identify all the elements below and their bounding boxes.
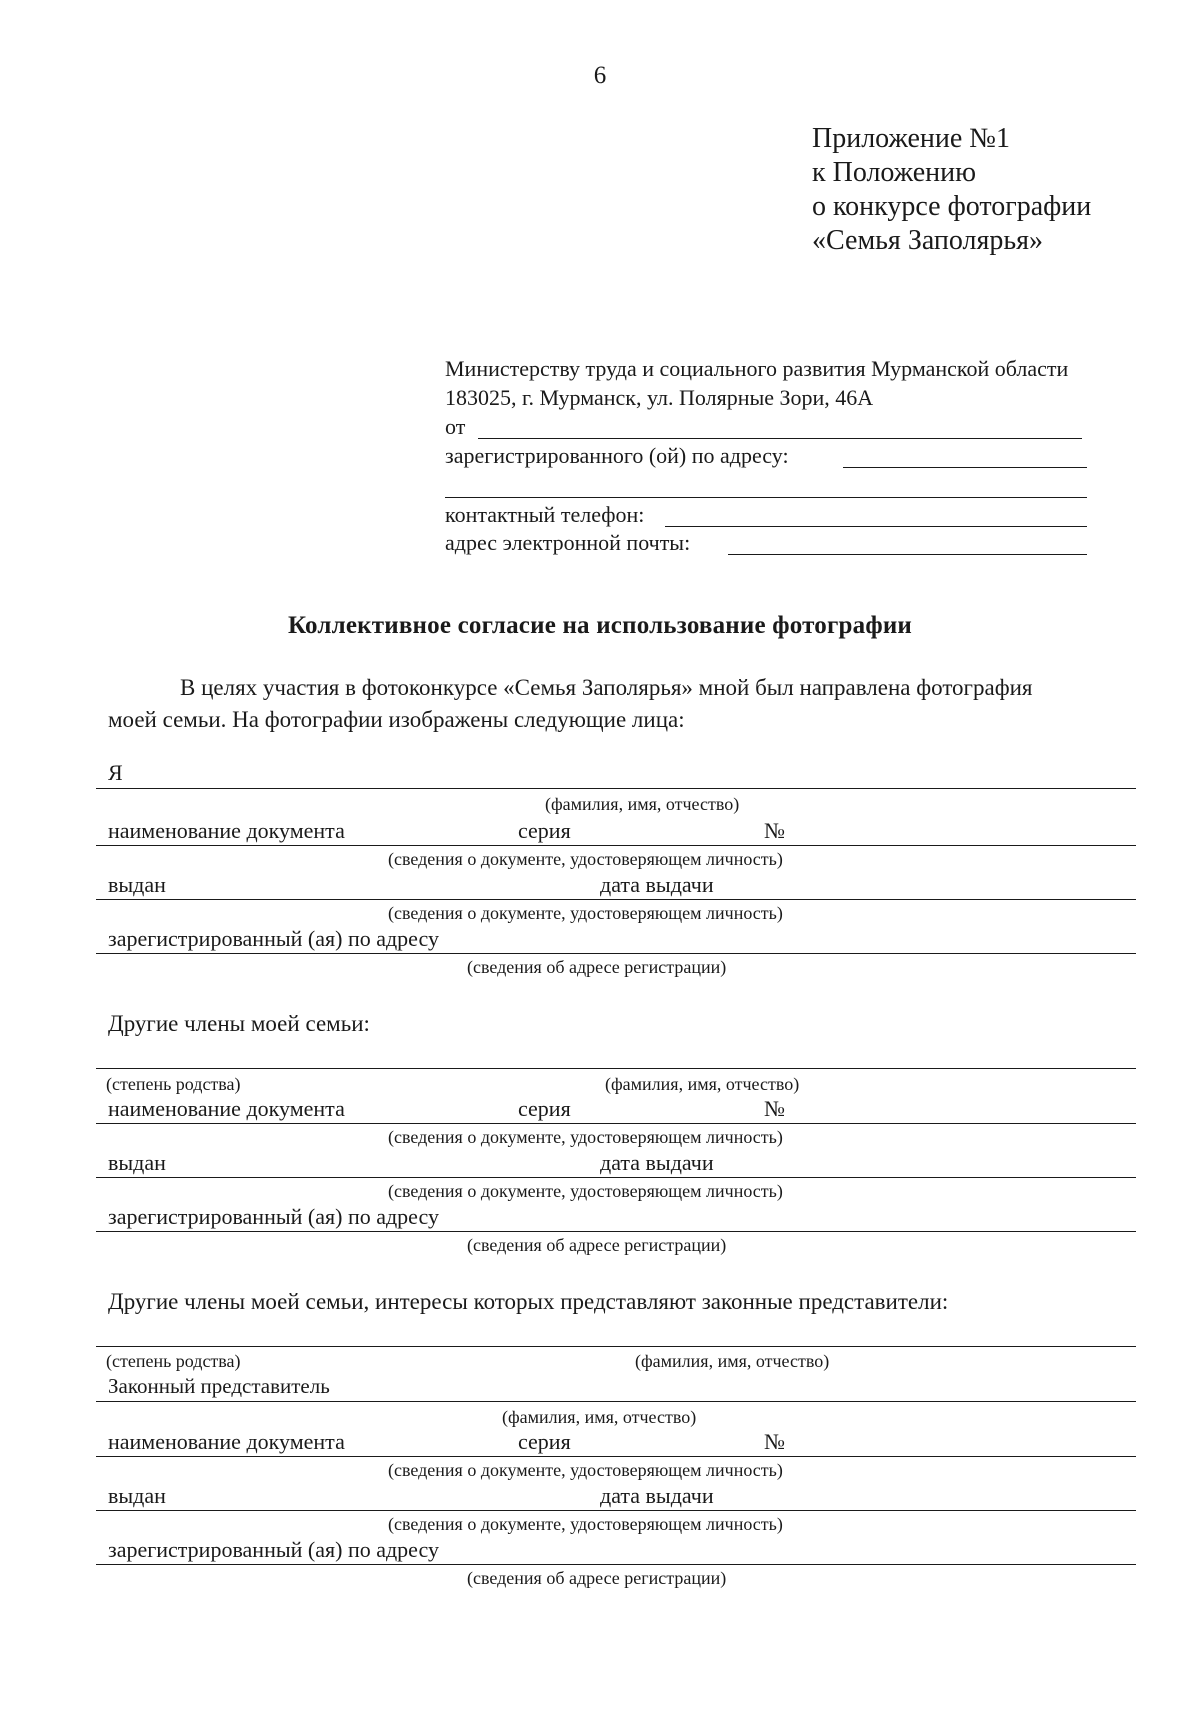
page-number: 6 (593, 62, 607, 89)
appendix-line-4: «Семья Заполярья» (812, 225, 1044, 256)
family-number-label: № (764, 1096, 785, 1121)
family-doc-caption-2: (сведения о документе, удостоверяющем личность) (388, 1181, 783, 1201)
represented-address-caption: (сведения об адресе регистрации) (467, 1568, 727, 1588)
email-field[interactable] (728, 554, 1087, 555)
appendix-line-1: Приложение №1 (812, 123, 1010, 154)
represented-fio-line[interactable] (96, 1346, 1136, 1347)
family-doc-caption-1: (сведения о документе, удостоверяющем личность) (388, 1127, 783, 1147)
intro-line-2: моей семьи. На фотографии изображены следующие лица: (108, 707, 685, 732)
represented-series-label: серия (518, 1429, 571, 1454)
phone-field[interactable] (665, 526, 1087, 527)
self-fio-line[interactable] (96, 788, 1136, 789)
registered-address-field[interactable] (843, 467, 1087, 468)
represented-issued-line[interactable] (96, 1510, 1136, 1511)
represented-number-label: № (764, 1429, 785, 1454)
family-series-label: серия (518, 1096, 571, 1121)
appendix-line-2: к Положению (812, 157, 977, 188)
from-label: от (445, 414, 466, 439)
self-fio-caption: (фамилия, имя, отчество) (545, 794, 740, 814)
self-doc-line[interactable] (96, 845, 1136, 846)
appendix-line-3: о конкурсе фотографии (812, 191, 1092, 222)
family-issue-date-label: дата выдачи (600, 1150, 714, 1175)
represented-doc-caption-1: (сведения о документе, удостоверяющем личность) (388, 1460, 783, 1480)
legal-rep-fio-caption: (фамилия, имя, отчество) (502, 1407, 697, 1427)
registered-address-label: зарегистрированного (ой) по адресу: (445, 443, 789, 468)
family-doc-line[interactable] (96, 1123, 1136, 1124)
addressee-ministry: Министерству труда и социального развития Мурманской области (445, 356, 1069, 381)
self-address-line[interactable] (96, 953, 1136, 954)
self-doc-caption-1: (сведения о документе, удостоверяющем личность) (388, 849, 783, 869)
registered-address-field-2[interactable] (445, 497, 1087, 498)
legal-rep-label: Законный представитель (108, 1374, 330, 1398)
family-fio-line[interactable] (96, 1068, 1136, 1069)
represented-heading: Другие члены моей семьи, интересы которых представляют законные представители: (108, 1289, 949, 1314)
represented-registered-label: зарегистрированный (ая) по адресу (108, 1537, 439, 1562)
represented-relation-caption: (степень родства) (106, 1351, 241, 1371)
family-registered-label: зарегистрированный (ая) по адресу (108, 1204, 439, 1229)
self-address-caption: (сведения об адресе регистрации) (467, 957, 727, 977)
family-relation-caption: (степень родства) (106, 1074, 241, 1094)
represented-issue-date-label: дата выдачи (600, 1483, 714, 1508)
addressee-address: 183025, г. Мурманск, ул. Полярные Зори, 46А (445, 385, 874, 410)
self-series-label: серия (518, 818, 571, 843)
legal-rep-line[interactable] (96, 1401, 1136, 1402)
represented-doc-line[interactable] (96, 1456, 1136, 1457)
represented-fio-caption: (фамилия, имя, отчество) (635, 1351, 830, 1371)
self-ya-label: Я (108, 760, 123, 785)
family-address-caption: (сведения об адресе регистрации) (467, 1235, 727, 1255)
self-number-label: № (764, 818, 785, 843)
family-heading: Другие члены моей семьи: (108, 1011, 370, 1036)
from-field[interactable] (478, 438, 1082, 439)
self-registered-label: зарегистрированный (ая) по адресу (108, 926, 439, 951)
intro-line-1: В целях участия в фотоконкурсе «Семья Заполярья» мной был направлена фотография (180, 675, 1033, 700)
represented-address-line[interactable] (96, 1564, 1136, 1565)
self-doc-caption-2: (сведения о документе, удостоверяющем личность) (388, 903, 783, 923)
appendix-header (812, 122, 1091, 258)
phone-label: контактный телефон: (445, 502, 645, 527)
family-fio-caption: (фамилия, имя, отчество) (605, 1074, 800, 1094)
family-address-line[interactable] (96, 1231, 1136, 1232)
family-issued-label: выдан (108, 1150, 166, 1175)
represented-doc-caption-2: (сведения о документе, удостоверяющем личность) (388, 1514, 783, 1534)
self-issued-line[interactable] (96, 899, 1136, 900)
document-title: Коллективное согласие на использование фотографии (287, 612, 913, 639)
email-label: адрес электронной почты: (445, 530, 691, 555)
self-issue-date-label: дата выдачи (600, 872, 714, 897)
family-issued-line[interactable] (96, 1177, 1136, 1178)
represented-issued-label: выдан (108, 1483, 166, 1508)
self-doc-name-label: наименование документа (108, 818, 345, 843)
represented-doc-name-label: наименование документа (108, 1429, 345, 1454)
family-doc-name-label: наименование документа (108, 1096, 345, 1121)
self-issued-label: выдан (108, 872, 166, 897)
